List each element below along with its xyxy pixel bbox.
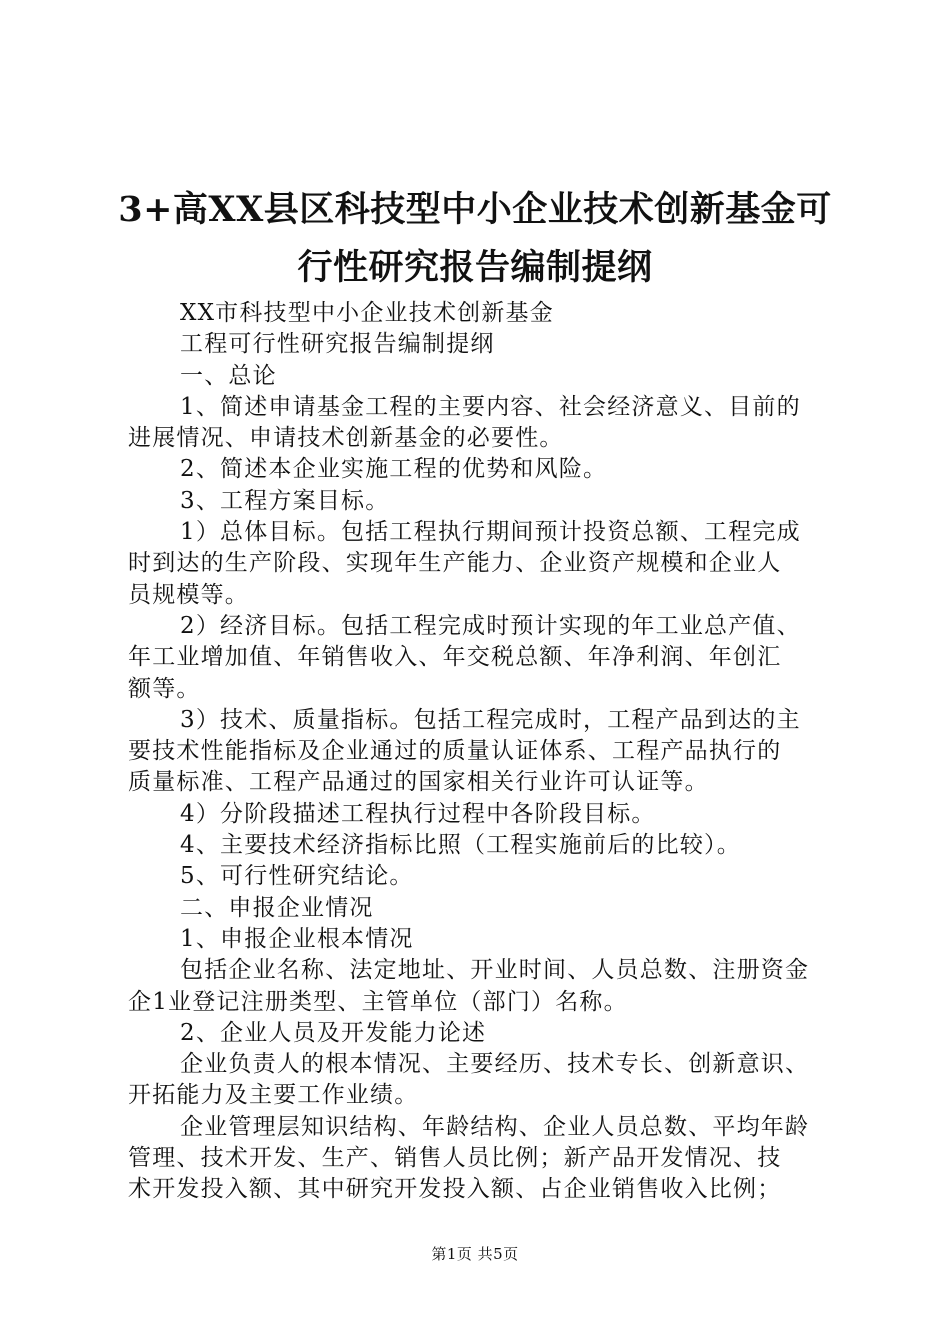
document-title-line-1: 3+高XX县区科技型中小企业技术创新基金可 — [118, 189, 832, 230]
body-line: 4）分阶段描述工程执行过程中各阶段目标。 — [180, 800, 656, 827]
body-line: 术开发投入额、其中研究开发投入额、占企业销售收入比例； — [128, 1176, 782, 1203]
body-line: 管理、技术开发、生产、销售人员比例；新产品开发情况、技 — [128, 1145, 782, 1172]
body-line: 要技术性能指标及企业通过的质量认证体系、工程产品执行的 — [128, 738, 782, 765]
body-line: 时到达的生产阶段、实现年生产能力、企业资产规模和企业人 — [128, 550, 782, 577]
body-line: 进展情况、申请技术创新基金的必要性。 — [128, 425, 564, 452]
page-footer: 第1页 共5页 — [431, 1245, 519, 1263]
body-line: 2、简述本企业实施工程的优势和风险。 — [180, 456, 608, 483]
body-line: 员规模等。 — [128, 581, 249, 608]
body-line: 二、申报企业情况 — [180, 894, 374, 921]
body-line: 5、可行性研究结论。 — [180, 863, 414, 890]
body-line: 3、工程方案目标。 — [180, 487, 390, 514]
body-line: 企1业登记注册类型、主管单位（部门）名称。 — [128, 988, 628, 1015]
body-line: 2、企业人员及开发能力论述 — [180, 1019, 487, 1046]
body-line: 1、简述申请基金工程的主要内容、社会经济意义、目前的 — [180, 393, 801, 420]
body-line: 年工业增加值、年销售收入、年交税总额、年净利润、年创汇 — [128, 644, 782, 671]
body-line: 3）技术、质量指标。包括工程完成时，工程产品到达的主 — [180, 706, 801, 733]
body-line: 工程可行性研究报告编制提纲 — [180, 331, 495, 358]
body-line: 质量标准、工程产品通过的国家相关行业许可认证等。 — [128, 769, 709, 796]
body-line: 1）总体目标。包括工程执行期间预计投资总额、工程完成 — [180, 519, 801, 546]
body-line: 开拓能力及主要工作业绩。 — [128, 1082, 419, 1109]
body-line: 4、主要技术经济指标比照（工程实施前后的比较）。 — [180, 832, 741, 859]
body-line: 企业管理层知识结构、年龄结构、企业人员总数、平均年龄 — [180, 1113, 810, 1140]
document-title-line-2: 行性研究报告编制提纲 — [297, 247, 653, 288]
body-line: 1、申报企业根本情况 — [180, 925, 414, 952]
body-line: 企业负责人的根本情况、主要经历、技术专长、创新意识、 — [180, 1051, 810, 1078]
body-line: 包括企业名称、法定地址、开业时间、人员总数、注册资金 — [180, 957, 810, 984]
document-body — [128, 298, 828, 1206]
body-line: 2）经济目标。包括工程完成时预计实现的年工业总产值、 — [180, 612, 801, 639]
body-line: 一、总论 — [180, 362, 277, 389]
body-line: XX市科技型中小企业技术创新基金 — [180, 300, 554, 326]
body-line: 额等。 — [128, 675, 201, 702]
